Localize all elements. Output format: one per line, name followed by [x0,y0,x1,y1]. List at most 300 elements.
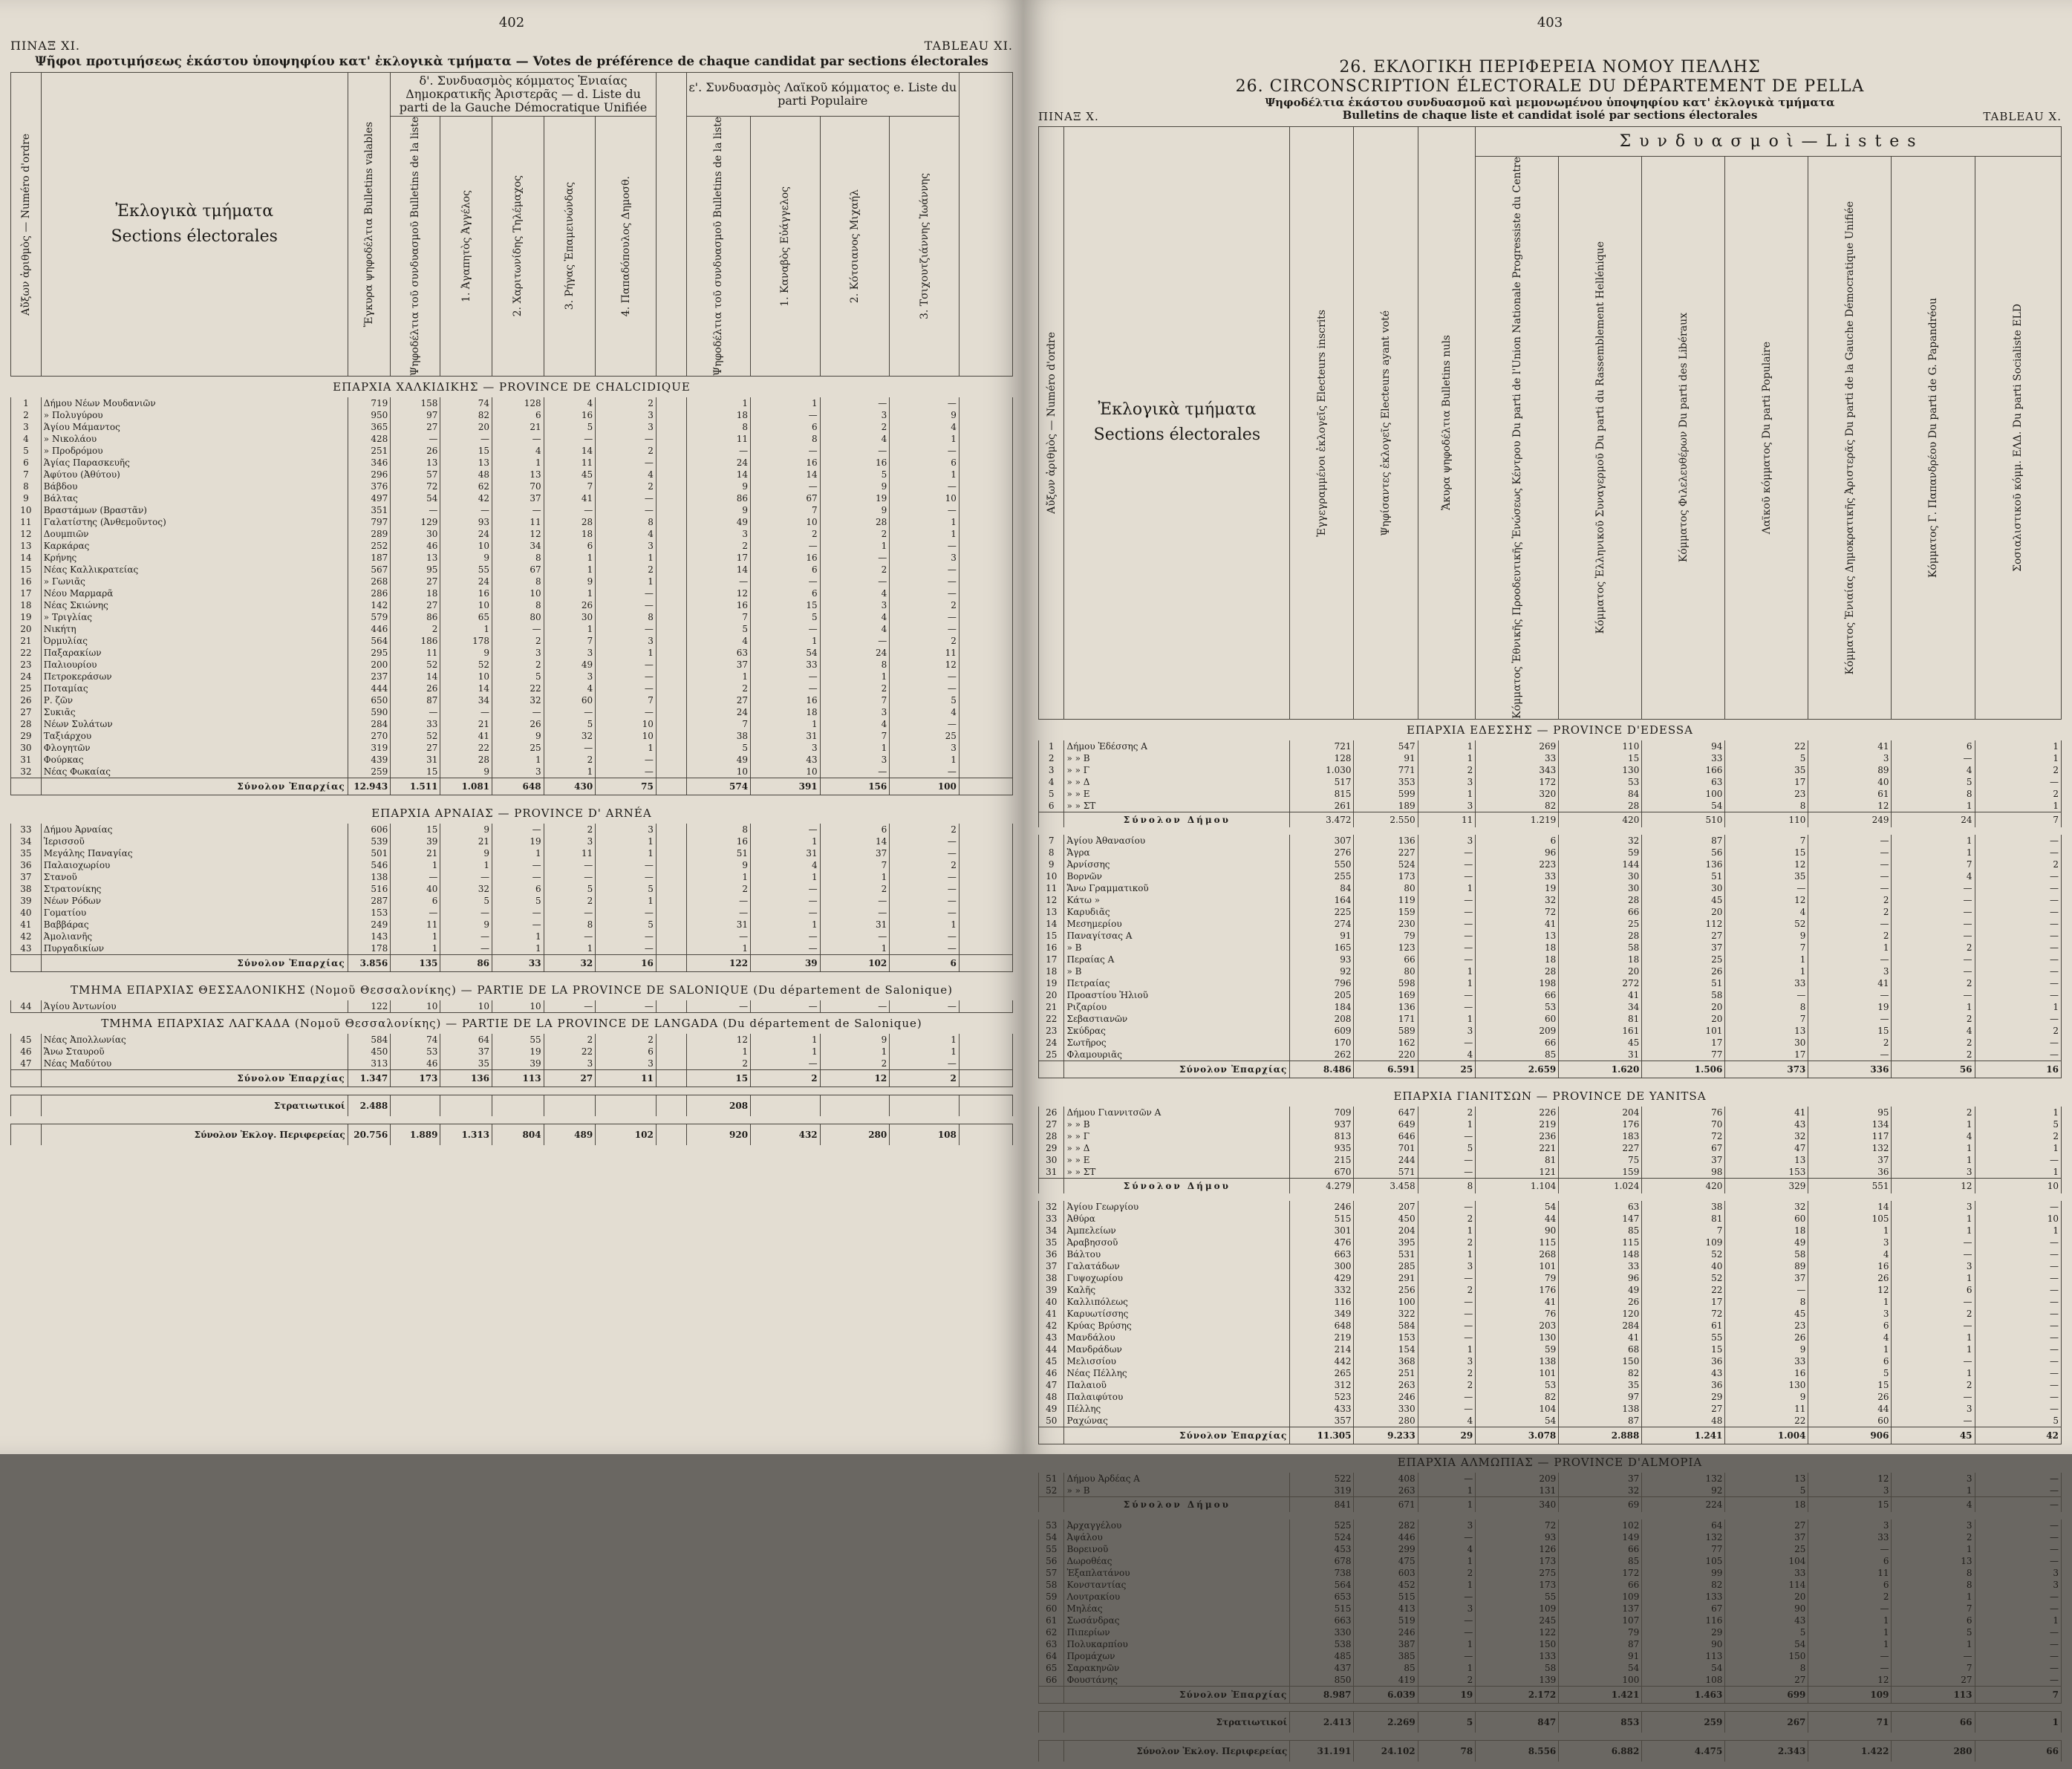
cell-value: — [391,907,440,919]
cell-value: — [596,1000,657,1013]
cell-value: 39 [391,835,440,847]
section-name: Σεβαστιανῶν [1064,1013,1290,1025]
cell-value: 6 [492,883,544,895]
cell-value: — [596,659,657,671]
cell-value: 25 [492,742,544,754]
cell-value: — [1975,847,2061,859]
cell-value: — [1418,1391,1476,1403]
total-value: 16 [1975,1061,2061,1078]
table-row [11,1034,1013,1046]
cell-value: 37 [1725,1531,1808,1543]
cell-value: 81 [1642,1213,1725,1225]
cell-value: 39 [492,1058,544,1070]
section-name: Γοματίου [41,907,348,919]
cell-value: 3 [492,647,544,659]
cell-value: 48 [440,469,492,480]
cell-value: — [890,671,960,682]
cell-value: 84 [1290,882,1354,894]
table-row [1039,847,2062,859]
cell-value: 80 [1354,882,1418,894]
cell-value: 256 [1354,1284,1418,1296]
cell-value: 72 [1642,1130,1725,1142]
cell-value: 1 [751,835,821,847]
cell-value: — [820,576,890,587]
spacer-cell [656,1095,686,1117]
cell-value: 11 [492,516,544,528]
table-row [1039,1615,2062,1626]
left-table-body [11,377,1013,1153]
total-value: 25 [1418,1061,1476,1078]
cell-value: 14 [1808,1201,1892,1213]
table-row [1039,1332,2062,1343]
col-list-1: Κόμματος Ἐθνικῆς Προοδευτικῆς Ἑνώσεως Κέντρου Du parti de l'Union Nationale Progressiste du Centre [1476,157,1559,720]
cell-value: — [890,942,960,955]
spacer-cell [656,718,686,730]
cell-value: 12 [1725,894,1808,906]
cell-value: 719 [348,397,391,409]
spacer-cell [656,516,686,528]
cell-value: 2 [544,754,596,766]
spacer-cell [656,445,686,457]
gap-row [11,1145,1013,1153]
cell-value: 1 [1418,1662,1476,1674]
total-value: 4.279 [1290,1178,1354,1193]
cell-value: — [1725,1284,1808,1296]
cell-value: — [1418,1001,1476,1013]
cell-value: 1 [596,895,657,907]
section-name: Στρατονίκης [41,883,348,895]
cell-value: — [596,587,657,599]
cell-value: 208 [1290,1013,1354,1025]
table-row [1039,1049,2062,1061]
row-number: 53 [1039,1519,1064,1531]
cell-value: 2 [1892,1107,1975,1118]
row-number: 37 [1039,1260,1064,1272]
cell-value: 227 [1559,1142,1642,1154]
cell-value: 230 [1354,918,1418,930]
cell-value: — [751,480,821,492]
total-row [11,1070,1013,1087]
table-row [1039,1650,2062,1662]
cell-value: 16 [1808,1260,1892,1272]
cell-value: 13 [440,457,492,469]
table-row [1039,1118,2062,1130]
cell-value: — [890,766,960,778]
cell-value: 1 [1808,1626,1892,1638]
row-number: 6 [1039,800,1064,812]
row-number: 44 [11,1000,42,1013]
cell-value: 5 [492,895,544,907]
cell-value: 1 [1418,965,1476,977]
table-row [1039,1237,2062,1248]
total-value: 6.591 [1354,1061,1418,1078]
cell-value: 203 [1476,1320,1559,1332]
total-value: 7 [1975,812,2061,827]
cell-value: 519 [1354,1615,1418,1626]
cell-value: 609 [1290,1025,1354,1037]
cell-value: 663 [1290,1248,1354,1260]
cell-value: 4 [820,611,890,623]
cell-value: 10 [440,671,492,682]
cell-value: 1 [1808,1225,1892,1237]
cell-value: 41 [1559,1332,1642,1343]
cell-value: 1 [1892,1154,1975,1166]
cell-value: 2 [596,480,657,492]
cell-value: 524 [1354,859,1418,870]
cell-value: — [391,871,440,883]
table-row [11,706,1013,718]
row-number: 28 [11,718,42,730]
cell-value: — [1975,954,2061,965]
section-name: Ἁγίου Μάμαντος [41,421,348,433]
cell-value: 9 [686,859,750,871]
cell-value: 9 [686,504,750,516]
cell-value: 1 [1808,942,1892,954]
row-number [11,1124,42,1146]
cell-value: 52 [1725,918,1808,930]
row-number: 9 [1039,859,1064,870]
spacer-cell [656,647,686,659]
cell-value: — [492,504,544,516]
cell-value: 15 [1559,752,1642,764]
cell-value: 26 [492,718,544,730]
cell-value: 64 [440,1034,492,1046]
row-number: 4 [1039,776,1064,788]
cell-value: 34 [440,694,492,706]
cell-value: 53 [1476,1001,1559,1013]
total-value: 671 [1354,1496,1418,1512]
section-name: Κρήνης [41,552,348,564]
cell-value: 85 [1476,1049,1559,1061]
cell-value: — [1975,1320,2061,1332]
cell-value: 3 [1418,1025,1476,1037]
spacer-cell [656,835,686,847]
cell-value: 1 [1892,1343,1975,1355]
cell-value: 30 [1559,882,1642,894]
cell-value: — [596,907,657,919]
cell-value: — [1418,954,1476,965]
footer-row [1039,1740,2062,1762]
table-row [1039,1603,2062,1615]
cell-value: 96 [1476,847,1559,859]
cell-value: 183 [1559,1130,1642,1142]
cell-value: 12 [492,528,544,540]
cell-value: 4 [1418,1543,1476,1555]
cell-value: 23 [1725,1320,1808,1332]
cell-value: 4 [1892,1130,1975,1142]
spacer-cell [959,859,1012,871]
table-row [1039,1260,2062,1272]
table-row [1039,1001,2062,1013]
cell-value: — [1418,1615,1476,1626]
cell-value: 45 [1559,1037,1642,1049]
cell-value: 452 [1354,1579,1418,1591]
total-value: 42 [1975,1427,2061,1444]
cell-value: — [1975,1650,2061,1662]
spacer-cell [959,919,1012,931]
section-name: Ρ. ζῶν [41,694,348,706]
cell-value: 1 [1892,1332,1975,1343]
total-row [11,955,1013,972]
cell-value: — [751,883,821,895]
spacer-cell [656,397,686,409]
cell-value: 11 [544,457,596,469]
cell-value: 16 [440,587,492,599]
cell-value: 198 [1476,977,1559,989]
total-value: 1.024 [1559,1178,1642,1193]
page-number: 402 [498,15,525,30]
cell-value: 1 [1892,1225,1975,1237]
cell-value: 1 [596,647,657,659]
row-number: 36 [11,859,42,871]
cell-value: 1 [1892,1272,1975,1284]
cell-value: 2 [544,1034,596,1046]
section-name: Μηλέας [1064,1603,1290,1615]
cell-value: 119 [1354,894,1418,906]
cell-value: 1 [1892,1367,1975,1379]
table-row [1039,752,2062,764]
section-name: Μανδράδων [1064,1343,1290,1355]
total-value: 1.313 [440,1124,492,1146]
spacer-cell [656,742,686,754]
cell-value: — [820,1000,890,1013]
total-value: 841 [1290,1496,1354,1512]
cell-value: 1 [751,397,821,409]
cell-value: 9 [890,409,960,421]
total-value [440,1095,492,1117]
col-list-2: Κόμματος Ἑλληνικοῦ Συναγερμοῦ Du parti du Rassemblement Hellénique [1559,157,1642,720]
cell-value: 101 [1642,1025,1725,1037]
row-number: 34 [1039,1225,1064,1237]
cell-value: 1 [1418,1579,1476,1591]
table-row [1039,1662,2062,1674]
table-row [11,492,1013,504]
table-row [1039,1519,2062,1531]
cell-value: 5 [751,611,821,623]
spacer-cell [656,1034,686,1046]
section-name: » » ΣΤ [1064,800,1290,812]
total-value: 39 [751,955,821,972]
cell-value: 41 [1808,740,1892,752]
cell-value: 1 [1808,1296,1892,1308]
cell-value: 2 [1808,894,1892,906]
gap-cell [11,1087,1013,1095]
cell-value: — [820,635,890,647]
cell-value: 3 [1975,1567,2061,1579]
cell-value: 14 [391,671,440,682]
total-value: 156 [820,778,890,795]
cell-value: 291 [1354,1272,1418,1284]
cell-value: 58 [1725,1248,1808,1260]
cell-value: 105 [1808,1213,1892,1225]
section-name: Γαλατίστης (Ἀνθεμοῦντος) [41,516,348,528]
cell-value: 646 [1354,1130,1418,1142]
cell-value: — [751,942,821,955]
cell-value: 11 [686,433,750,445]
row-number: 33 [11,824,42,835]
total-row [1039,1686,2062,1703]
total-label: Στρατιωτικοί [41,1095,348,1117]
spacer-cell [656,587,686,599]
cell-value: 236 [1476,1130,1559,1142]
cell-value: 8 [544,919,596,931]
row-number: 45 [1039,1355,1064,1367]
table-row [11,754,1013,766]
cell-value: 8 [1725,1001,1808,1013]
cell-value: 8 [596,516,657,528]
cell-value: 2 [686,682,750,694]
cell-value: 13 [1725,1025,1808,1037]
spacer-cell [959,599,1012,611]
cell-value: — [1418,1626,1476,1638]
cell-value: 18 [1559,954,1642,965]
cell-value: — [596,433,657,445]
spacer-cell [959,397,1012,409]
gap-row [1039,1733,2062,1741]
cell-value: 74 [391,1034,440,1046]
cell-value: 2 [1808,1037,1892,1049]
cell-value: — [1975,1638,2061,1650]
cell-value: — [890,1000,960,1013]
cell-value: — [1975,965,2061,977]
cell-value: 598 [1354,977,1418,989]
total-label: Σύνολον Δήμου [1064,812,1290,827]
total-value: 340 [1476,1496,1559,1512]
row-number: 31 [1039,1166,1064,1179]
footer-row [1039,1711,2062,1733]
cell-value: — [440,907,492,919]
total-value: 71 [1808,1711,1892,1733]
cell-value: 176 [1559,1118,1642,1130]
cell-value: 169 [1354,989,1418,1001]
cell-value: — [1418,906,1476,918]
cell-value: 3 [686,528,750,540]
row-number: 20 [1039,989,1064,1001]
cell-value: — [1808,870,1892,882]
cell-value: 90 [1642,1638,1725,1650]
cell-value: 15 [391,766,440,778]
row-number: 44 [1039,1343,1064,1355]
total-value: 1.421 [1559,1686,1642,1703]
cell-value: 349 [1290,1308,1354,1320]
cell-value: — [1975,930,2061,942]
section-heading-row [11,980,1013,1000]
section-name: Ἀμολιανῆς [41,931,348,942]
total-label: Σύνολον Ἐκλογ. Περιφερείας [41,1124,348,1146]
table-row [1039,882,2062,894]
cell-value: 30 [1642,882,1725,894]
cell-value: 81 [1559,1013,1642,1025]
cell-value: 28 [1559,800,1642,812]
total-value [820,1095,890,1117]
table-row [1039,764,2062,776]
cell-value: 53 [1559,776,1642,788]
spacer-cell [959,1070,1012,1087]
cell-value: 251 [348,445,391,457]
col-d-2: 2. Χαριτωνίδης Τηλέμαχος [492,117,544,377]
cell-value: — [596,859,657,871]
spacer-cell [656,955,686,972]
row-number: 48 [1039,1391,1064,1403]
cell-value: 2 [1892,1308,1975,1320]
cell-value: — [544,907,596,919]
cell-value: 41 [1476,1296,1559,1308]
cell-value: 81 [1476,1154,1559,1166]
cell-value: 28 [1559,930,1642,942]
cell-value: 647 [1354,1107,1418,1118]
cell-value: 61 [1642,1320,1725,1332]
cell-value: — [820,552,890,564]
cell-value: 116 [1642,1615,1725,1626]
row-number: 11 [1039,882,1064,894]
col-list-3: Κόμματος Φιλελευθέρων Du parti des Libéraux [1642,157,1725,720]
spacer-cell [656,766,686,778]
cell-value: 2 [1418,1213,1476,1225]
spacer-cell [656,883,686,895]
cell-value: 3 [1808,1308,1892,1320]
cell-value: — [1975,1237,2061,1248]
cell-value: 8 [596,611,657,623]
cell-value: 1 [544,623,596,635]
row-number [1039,812,1064,827]
table-row [1039,1403,2062,1415]
total-value: 11.305 [1290,1427,1354,1444]
cell-value: 113 [1642,1650,1725,1662]
cell-value: 153 [348,907,391,919]
table-row [11,1000,1013,1013]
cell-value: 66 [1476,989,1559,1001]
row-number [11,1070,42,1087]
cell-value: 3 [1418,1260,1476,1272]
spacer-cell [959,492,1012,504]
section-name: Βαββάρας [41,919,348,931]
cell-value: 1 [1418,1638,1476,1650]
cell-value: 16 [544,409,596,421]
cell-value: — [751,623,821,635]
cell-value: — [1975,1296,2061,1308]
cell-value: 30 [1559,870,1642,882]
spacer-cell [959,504,1012,516]
cell-value: 187 [348,552,391,564]
right-page [1023,0,2072,1756]
cell-value: 66 [1354,954,1418,965]
cell-value: — [596,682,657,694]
spacer-cell [656,1000,686,1013]
cell-value: 66 [1559,906,1642,918]
cell-value: 5 [890,694,960,706]
cell-value: 129 [391,516,440,528]
cell-value: 5 [596,919,657,931]
cell-value: — [1418,930,1476,942]
table-row [11,718,1013,730]
section-name: Κάτω » [1064,894,1290,906]
cell-value: — [544,859,596,871]
cell-value: 3 [820,599,890,611]
row-number: 46 [11,1046,42,1058]
cell-value: — [1808,1662,1892,1674]
cell-value: 20 [1559,965,1642,977]
cell-value: 5 [1892,776,1975,788]
right-table [1038,126,2062,1769]
cell-value: 80 [1354,965,1418,977]
cell-value: 1 [1975,1615,2061,1626]
cell-value: 1 [1892,847,1975,859]
cell-value: 44 [1808,1403,1892,1415]
row-number: 18 [1039,965,1064,977]
cell-value: 606 [348,824,391,835]
cell-value: 3 [1418,776,1476,788]
cell-value: 935 [1290,1142,1354,1154]
